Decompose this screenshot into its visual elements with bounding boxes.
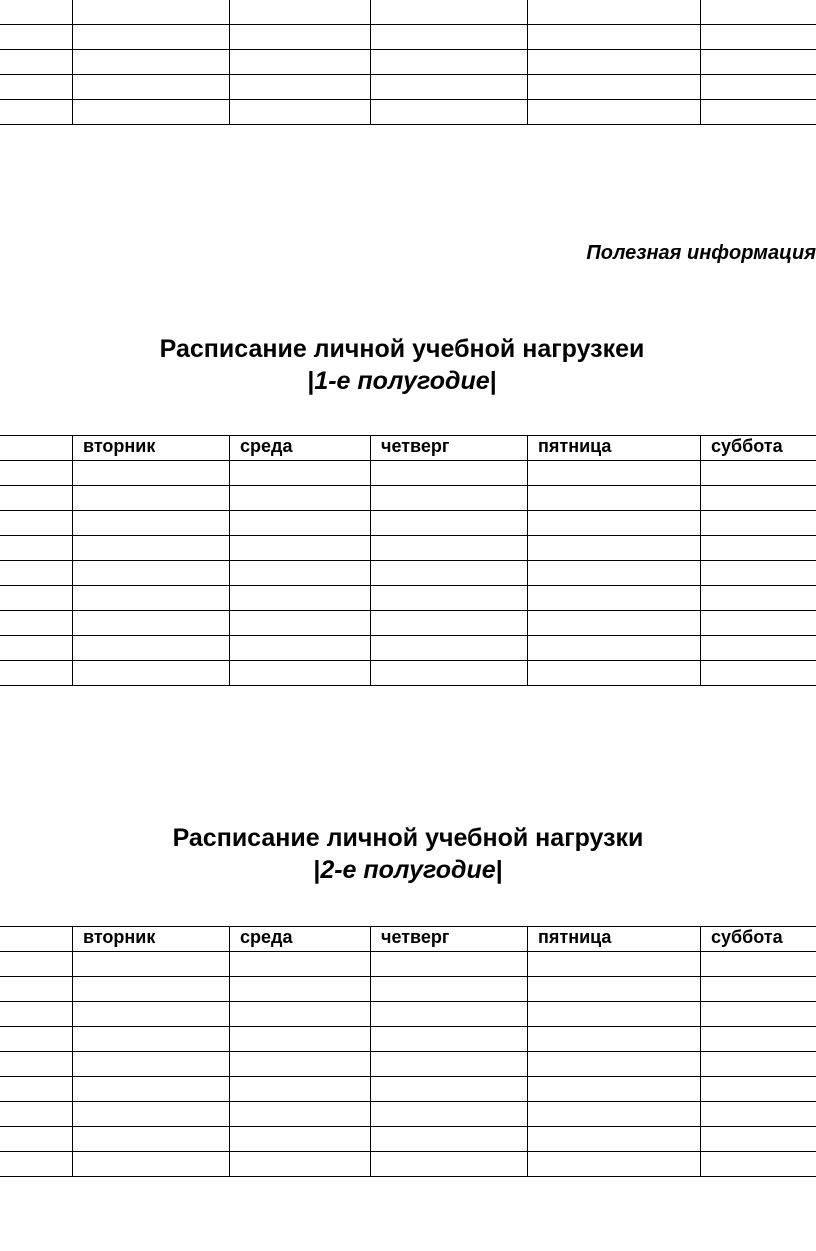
- schedule-2-header-cell: [0, 927, 73, 952]
- table-cell: [230, 1152, 371, 1177]
- table-cell: [528, 1152, 701, 1177]
- table-cell: [701, 536, 816, 561]
- schedule-2-bar-close: |: [495, 856, 503, 884]
- table-cell: [230, 977, 371, 1002]
- table-cell: [371, 1127, 528, 1152]
- table-cell: [0, 486, 73, 511]
- table-cell: [230, 461, 371, 486]
- table-cell: [528, 100, 701, 125]
- schedule-2-title-text: Расписание личной учебной нагрузки: [172, 824, 644, 852]
- table-cell: [701, 952, 816, 977]
- table-cell: [701, 561, 816, 586]
- top-blank-table: [0, 0, 816, 125]
- schedule-2-row: [0, 1127, 816, 1152]
- table-cell: [73, 636, 230, 661]
- table-cell: [73, 461, 230, 486]
- schedule-1-table-body: [0, 436, 816, 686]
- schedule-1-bar-close: |: [489, 367, 497, 395]
- schedule-1-row: [0, 461, 816, 486]
- table-cell: [701, 661, 816, 686]
- table-cell: [701, 511, 816, 536]
- table-cell: [371, 25, 528, 50]
- schedule-1-title: [0, 333, 810, 397]
- table-cell: [528, 611, 701, 636]
- table-cell: [528, 1077, 701, 1102]
- table-cell: [371, 977, 528, 1002]
- table-cell: [73, 1002, 230, 1027]
- table-cell: [371, 1052, 528, 1077]
- table-cell: [230, 1102, 371, 1127]
- table-cell: [528, 1102, 701, 1127]
- table-cell: [230, 1027, 371, 1052]
- table-cell: [371, 0, 528, 25]
- table-cell: [73, 100, 230, 125]
- table-cell: [73, 0, 230, 25]
- table-cell: [230, 636, 371, 661]
- table-cell: [0, 536, 73, 561]
- schedule-1-semester: 1-е полугодие: [314, 367, 490, 395]
- table-cell: [73, 611, 230, 636]
- schedule-1-header-cell: [0, 436, 73, 461]
- top-table-row: [0, 100, 816, 125]
- table-cell: [230, 486, 371, 511]
- table-cell: [0, 1002, 73, 1027]
- table-cell: [371, 1077, 528, 1102]
- schedule-2-header-cell: среда: [230, 927, 371, 952]
- schedule-1-title-text: Расписание личной учебной нагрузкеи: [159, 335, 645, 363]
- table-cell: [230, 661, 371, 686]
- schedule-1-header-cell: суббота: [701, 436, 816, 461]
- schedule-2-semester: 2-е полугодие: [320, 856, 496, 884]
- table-cell: [528, 75, 701, 100]
- table-cell: [528, 1027, 701, 1052]
- table-cell: [528, 50, 701, 75]
- table-cell: [0, 461, 73, 486]
- top-table-body: [0, 0, 816, 125]
- table-cell: [701, 486, 816, 511]
- schedule-1-header-cell: среда: [230, 436, 371, 461]
- table-cell: [371, 75, 528, 100]
- table-cell: [371, 636, 528, 661]
- table-cell: [230, 1077, 371, 1102]
- table-cell: [701, 461, 816, 486]
- table-cell: [230, 952, 371, 977]
- schedule-2-row: [0, 1077, 816, 1102]
- table-cell: [371, 611, 528, 636]
- table-cell: [0, 661, 73, 686]
- schedule-1-row: [0, 661, 816, 686]
- table-cell: [371, 1102, 528, 1127]
- schedule-2-row: [0, 977, 816, 1002]
- schedule-1-table: [0, 435, 816, 686]
- table-cell: [73, 25, 230, 50]
- table-cell: [371, 1027, 528, 1052]
- table-cell: [701, 25, 816, 50]
- table-cell: [528, 461, 701, 486]
- table-cell: [230, 536, 371, 561]
- table-cell: [0, 75, 73, 100]
- schedule-2-header-cell: пятница: [528, 927, 701, 952]
- table-cell: [528, 561, 701, 586]
- table-cell: [230, 50, 371, 75]
- table-cell: [371, 586, 528, 611]
- table-cell: [701, 0, 816, 25]
- table-cell: [701, 50, 816, 75]
- schedule-2-title: [0, 822, 816, 886]
- table-cell: [701, 1127, 816, 1152]
- table-cell: [528, 952, 701, 977]
- table-cell: [528, 511, 701, 536]
- schedule-2-row: [0, 1152, 816, 1177]
- schedule-2-row: [0, 1102, 816, 1127]
- table-cell: [701, 100, 816, 125]
- schedule-1-header-cell: пятница: [528, 436, 701, 461]
- table-cell: [230, 100, 371, 125]
- table-cell: [371, 536, 528, 561]
- table-cell: [371, 511, 528, 536]
- table-cell: [73, 1052, 230, 1077]
- table-cell: [701, 977, 816, 1002]
- schedule-1-header-cell: четверг: [371, 436, 528, 461]
- useful-info-title: Полезная информация: [586, 242, 816, 264]
- schedule-1-header-cell: вторник: [73, 436, 230, 461]
- schedule-2-header-row: [0, 927, 816, 952]
- schedule-1-row: [0, 536, 816, 561]
- schedule-1-header-row: [0, 436, 816, 461]
- table-cell: [73, 50, 230, 75]
- table-cell: [230, 25, 371, 50]
- table-cell: [0, 586, 73, 611]
- table-cell: [0, 25, 73, 50]
- table-cell: [230, 611, 371, 636]
- table-cell: [0, 1152, 73, 1177]
- table-cell: [701, 1027, 816, 1052]
- schedule-1-semester-line: [0, 365, 810, 397]
- table-cell: [701, 586, 816, 611]
- table-cell: [701, 611, 816, 636]
- table-cell: [371, 561, 528, 586]
- table-cell: [528, 977, 701, 1002]
- table-cell: [230, 586, 371, 611]
- table-cell: [230, 511, 371, 536]
- table-cell: [73, 1102, 230, 1127]
- table-cell: [371, 1152, 528, 1177]
- schedule-1-bar-open: |: [307, 367, 315, 395]
- schedule-1-row: [0, 486, 816, 511]
- table-cell: [73, 1077, 230, 1102]
- table-cell: [230, 561, 371, 586]
- schedule-2-bar-open: |: [313, 856, 321, 884]
- table-cell: [0, 611, 73, 636]
- table-cell: [230, 75, 371, 100]
- table-cell: [73, 486, 230, 511]
- table-cell: [73, 511, 230, 536]
- schedule-1-row: [0, 561, 816, 586]
- schedule-2-table-body: [0, 927, 816, 1177]
- schedule-1-row: [0, 511, 816, 536]
- schedule-2-header-cell: четверг: [371, 927, 528, 952]
- table-cell: [73, 1027, 230, 1052]
- table-cell: [230, 1052, 371, 1077]
- schedule-2-header-cell: вторник: [73, 927, 230, 952]
- schedule-1-row: [0, 611, 816, 636]
- table-cell: [701, 1052, 816, 1077]
- table-cell: [528, 536, 701, 561]
- table-cell: [0, 561, 73, 586]
- table-cell: [371, 461, 528, 486]
- table-cell: [0, 952, 73, 977]
- schedule-2-row: [0, 1027, 816, 1052]
- top-table-row: [0, 50, 816, 75]
- table-cell: [73, 661, 230, 686]
- table-cell: [0, 636, 73, 661]
- top-table-row: [0, 75, 816, 100]
- table-cell: [371, 661, 528, 686]
- table-cell: [0, 977, 73, 1002]
- table-cell: [701, 1152, 816, 1177]
- schedule-2-table: [0, 926, 816, 1177]
- schedule-2-row: [0, 1052, 816, 1077]
- table-cell: [528, 1127, 701, 1152]
- table-cell: [73, 75, 230, 100]
- table-cell: [528, 661, 701, 686]
- table-cell: [0, 100, 73, 125]
- table-cell: [371, 1002, 528, 1027]
- table-cell: [701, 1102, 816, 1127]
- table-cell: [701, 636, 816, 661]
- top-table-row: [0, 0, 816, 25]
- table-cell: [73, 586, 230, 611]
- schedule-2-semester-line: [0, 854, 816, 886]
- table-cell: [528, 1052, 701, 1077]
- table-cell: [528, 1002, 701, 1027]
- table-cell: [0, 1027, 73, 1052]
- table-cell: [528, 25, 701, 50]
- schedule-2-header-cell: суббота: [701, 927, 816, 952]
- table-cell: [528, 0, 701, 25]
- table-cell: [73, 536, 230, 561]
- table-cell: [230, 1127, 371, 1152]
- table-cell: [73, 952, 230, 977]
- table-cell: [371, 486, 528, 511]
- table-cell: [701, 1077, 816, 1102]
- table-cell: [528, 486, 701, 511]
- table-cell: [0, 0, 73, 25]
- top-table-row: [0, 25, 816, 50]
- table-cell: [371, 50, 528, 75]
- table-cell: [0, 1102, 73, 1127]
- table-cell: [0, 1127, 73, 1152]
- table-cell: [73, 977, 230, 1002]
- schedule-1-row: [0, 636, 816, 661]
- table-cell: [371, 952, 528, 977]
- table-cell: [230, 1002, 371, 1027]
- schedule-1-row: [0, 586, 816, 611]
- schedule-2-row: [0, 1002, 816, 1027]
- table-cell: [0, 1077, 73, 1102]
- table-cell: [73, 561, 230, 586]
- table-cell: [528, 586, 701, 611]
- table-cell: [0, 511, 73, 536]
- table-cell: [701, 1002, 816, 1027]
- table-cell: [0, 1052, 73, 1077]
- table-cell: [371, 100, 528, 125]
- table-cell: [701, 75, 816, 100]
- table-cell: [73, 1152, 230, 1177]
- table-cell: [0, 50, 73, 75]
- table-cell: [230, 0, 371, 25]
- table-cell: [528, 636, 701, 661]
- schedule-2-row: [0, 952, 816, 977]
- table-cell: [73, 1127, 230, 1152]
